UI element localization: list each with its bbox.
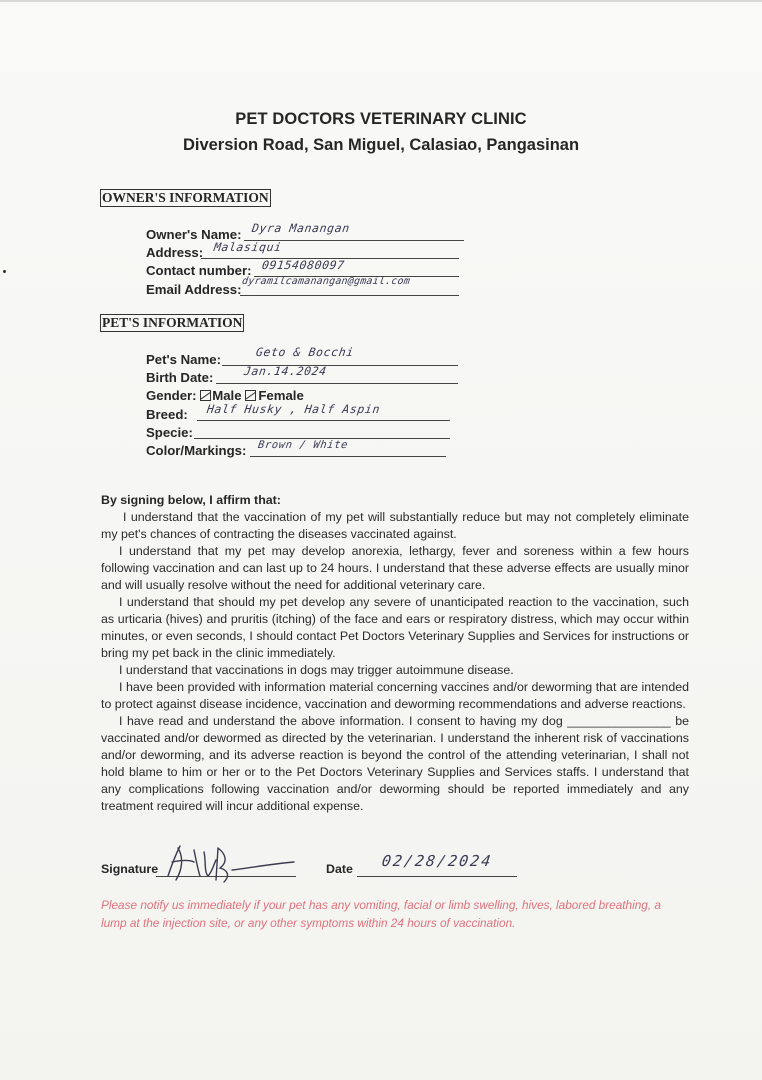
- aftercare-notice: Please notify us immediately if your pet has any vomiting, facial or limb swelling, hives, labored breathing, a lump at the injection site, or any other symptoms within 24 hours of vaccination.: [101, 898, 661, 930]
- birth-date-label: Birth Date:: [146, 370, 214, 385]
- consent-paragraph: I understand that should my pet develop any severe of unanticipated reaction to the vaccination, such as urticaria (hives) and pruritis (itching) of the face and ears or respiratory distress, which may occur within minutes, or even seconds, I should contact Pet Doctors Veterinary Supplies and Services for instructions or bring my pet back in the clinic immediately.: [101, 595, 689, 660]
- email-label: Email Address:: [146, 282, 242, 297]
- consent-heading: By signing below, I affirm that:: [101, 493, 281, 507]
- consent-paragraph: I have read and understand the above information. I consent to having my dog _______________ be vaccinated and/or dewormed as directed by the veterinarian. I understand the inherent risk of vaccinations and/or deworming, and its adverse reaction is beyond the control of the attending veterinarian, I shall not hold blame to him or her or to the Pet Doctors Veterinary Supplies and Services staffs. I understand that any complications following vaccination and/or deworming should be reported immediately and any treatment required will incur additional expense.: [101, 714, 689, 813]
- owner-section-heading: OWNER'S INFORMATION: [102, 190, 269, 205]
- date-field[interactable]: [357, 876, 517, 877]
- date-value: 02/28/2024: [380, 852, 494, 870]
- paper-edge: [0, 0, 762, 2]
- signature-scribble: [154, 842, 300, 886]
- owner-address-label: Address:: [146, 245, 204, 260]
- consent-paragraph: I understand that my pet may develop anorexia, lethargy, fever and soreness within a few hours following vaccination and can last up to 24 hours. I understand that these adverse effects are usually minor and will usually resolve without the need for additional veterinary care.: [101, 544, 689, 592]
- clinic-address: Diversion Road, San Miguel, Calasiao, Pangasinan: [182, 136, 580, 154]
- owner-name-value: Dyra Manangan: [251, 221, 351, 235]
- contact-number-value: 09154080097: [261, 258, 346, 272]
- contact-number-label: Contact number:: [146, 263, 252, 278]
- male-label: Male: [212, 388, 242, 403]
- breed-label: Breed:: [146, 407, 188, 422]
- color-markings-label: Color/Markings:: [146, 443, 247, 458]
- date-label: Date: [326, 862, 353, 876]
- signature-label: Signature: [101, 862, 159, 876]
- consent-paragraph: I understand that the vaccination of my pet will substantially reduce but may not completely eliminate my pet's chances of contracting the diseases vaccinated against.: [101, 510, 689, 541]
- breed-value: Half Husky , Half Aspin: [206, 402, 382, 416]
- clinic-name: PET DOCTORS VETERINARY CLINIC: [235, 110, 527, 128]
- color-markings-value: Brown / White: [257, 439, 349, 451]
- pet-name-value: Geto & Bocchi: [255, 345, 355, 359]
- female-label: Female: [258, 388, 304, 403]
- consent-paragraph: I understand that vaccinations in dogs may trigger autoimmune disease.: [119, 663, 514, 677]
- consent-paragraph: I have been provided with information material concerning vaccines and/or deworming that are intended to protect against disease incidence, vaccination and deworming recommendations and adverse reactions.: [101, 680, 689, 711]
- consent-statements: [101, 509, 689, 815]
- birth-date-value: Jan.14.2024: [243, 364, 328, 378]
- pet-name-label: Pet's Name:: [146, 352, 221, 367]
- owner-name-label: Owner's Name:: [146, 227, 242, 242]
- paper-speck: [3, 270, 6, 273]
- gender-label: Gender:: [146, 388, 197, 403]
- owner-address-value: Malasiqui: [213, 240, 283, 254]
- pet-section-heading: PET'S INFORMATION: [102, 315, 243, 330]
- email-value: dyramilcamanangan@gmail.com: [241, 276, 411, 287]
- specie-field[interactable]: [194, 423, 450, 439]
- female-checkbox[interactable]: [245, 390, 256, 401]
- male-checkbox[interactable]: [200, 390, 211, 401]
- specie-label: Specie:: [146, 425, 193, 440]
